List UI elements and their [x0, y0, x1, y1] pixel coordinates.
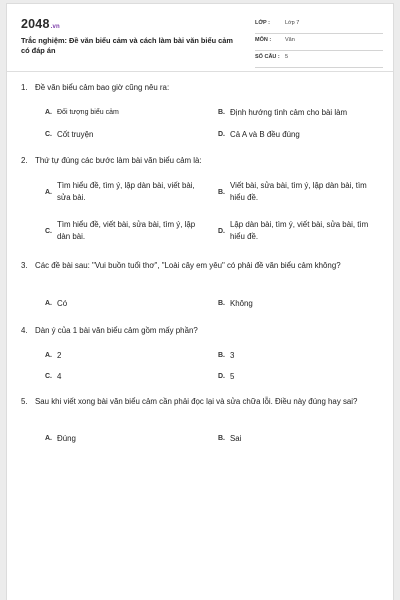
- option-text: Viết bài, sửa bài, tìm ý, lập dàn bài, tìm hiểu đề.: [230, 181, 367, 202]
- quiz-meta: [255, 17, 383, 68]
- option-label: D.: [218, 373, 225, 380]
- question-4-text: Dàn ý của 1 bài văn biểu cảm gồm mấy phần?: [35, 326, 198, 335]
- question-3-row: [21, 260, 35, 272]
- question-5-row: [21, 396, 35, 408]
- option-text: Cả A và B đều đúng: [230, 130, 300, 139]
- question-1-text: Đề văn biểu cảm bao giờ cũng nêu ra:: [35, 83, 170, 92]
- header-divider: [7, 71, 393, 72]
- option-text: Cốt truyện: [57, 130, 94, 139]
- option-label: A.: [45, 300, 52, 307]
- option-text: Đối tượng biểu cảm: [57, 109, 119, 116]
- option-text: Tìm hiểu đề, tìm ý, lập dàn bài, viết bài, sửa bài.: [57, 181, 195, 202]
- option-text: 5: [230, 372, 235, 381]
- option-label: A.: [45, 352, 52, 359]
- question-1: [21, 82, 387, 144]
- option-label: B.: [218, 109, 225, 116]
- option-text: 4: [57, 372, 62, 381]
- option-label: B.: [218, 352, 225, 359]
- option-label: C.: [45, 131, 52, 138]
- option-label: C.: [45, 228, 52, 235]
- quiz-title: Trắc nghiệm: Đề văn biểu cảm và cách làm bài văn biểu cảm có đáp án: [21, 36, 233, 55]
- option-label: B.: [218, 300, 225, 307]
- site-logo[interactable]: [21, 17, 60, 31]
- option-label: B.: [218, 189, 225, 196]
- meta-class-row: [255, 17, 383, 34]
- meta-subject-value: Văn: [285, 37, 295, 43]
- option-label: A.: [45, 189, 52, 196]
- meta-subject-label: MÔN :: [255, 37, 272, 43]
- option-text: 3: [230, 351, 235, 360]
- option-label: D.: [218, 131, 225, 138]
- option-label: D.: [218, 228, 225, 235]
- question-2: [21, 155, 387, 251]
- question-4: [21, 325, 387, 387]
- question-3-text: Các đề bài sau: "Vui buồn tuổi thơ", "Loài cây em yêu" có phải đề văn biểu cảm không?: [35, 261, 341, 270]
- question-5-number: 5.: [21, 397, 28, 406]
- question-2-row: [21, 155, 35, 167]
- option-label: A.: [45, 109, 52, 116]
- option-text: Không: [230, 299, 253, 308]
- option-text: Có: [57, 299, 68, 308]
- option-text: Đúng: [57, 434, 76, 443]
- option-label: C.: [45, 373, 52, 380]
- meta-count-label: SỐ CÂU :: [255, 54, 280, 60]
- option-text: Tìm hiểu đề, viết bài, sửa bài, tìm ý, lập dàn bài.: [57, 220, 196, 241]
- question-3-number: 3.: [21, 261, 28, 270]
- question-1-number: 1.: [21, 83, 28, 92]
- meta-count-value: 5: [285, 54, 289, 60]
- question-1-row: [21, 82, 35, 94]
- option-text: Lập dàn bài, tìm ý, viết bài, sửa bài, tìm hiểu đề.: [230, 220, 369, 241]
- question-4-number: 4.: [21, 326, 28, 335]
- option-label: B.: [218, 435, 225, 442]
- option-text: Sai: [230, 434, 242, 443]
- question-5-text: Sau khi viết xong bài văn biểu cảm cần phải đọc lại và sửa chữa lỗi. Điều này đúng hay sai?: [35, 397, 358, 406]
- quiz-header: [7, 4, 393, 70]
- question-4-row: [21, 325, 35, 337]
- meta-class-label: LỚP :: [255, 20, 270, 26]
- quiz-sheet: [6, 3, 394, 600]
- option-text: 2: [57, 351, 62, 360]
- question-2-text: Thứ tự đúng các bước làm bài văn biểu cảm là:: [35, 156, 202, 165]
- meta-subject-row: [255, 34, 383, 51]
- logo-main: 2048: [21, 17, 50, 31]
- question-3: [21, 260, 387, 316]
- question-5: [21, 396, 387, 452]
- question-2-number: 2.: [21, 156, 28, 165]
- meta-count-row: [255, 51, 383, 68]
- logo-suffix: .vn: [50, 24, 60, 30]
- option-text: Định hướng tình cảm cho bài làm: [230, 108, 348, 117]
- meta-class-value: Lớp 7: [285, 20, 300, 26]
- option-label: A.: [45, 435, 52, 442]
